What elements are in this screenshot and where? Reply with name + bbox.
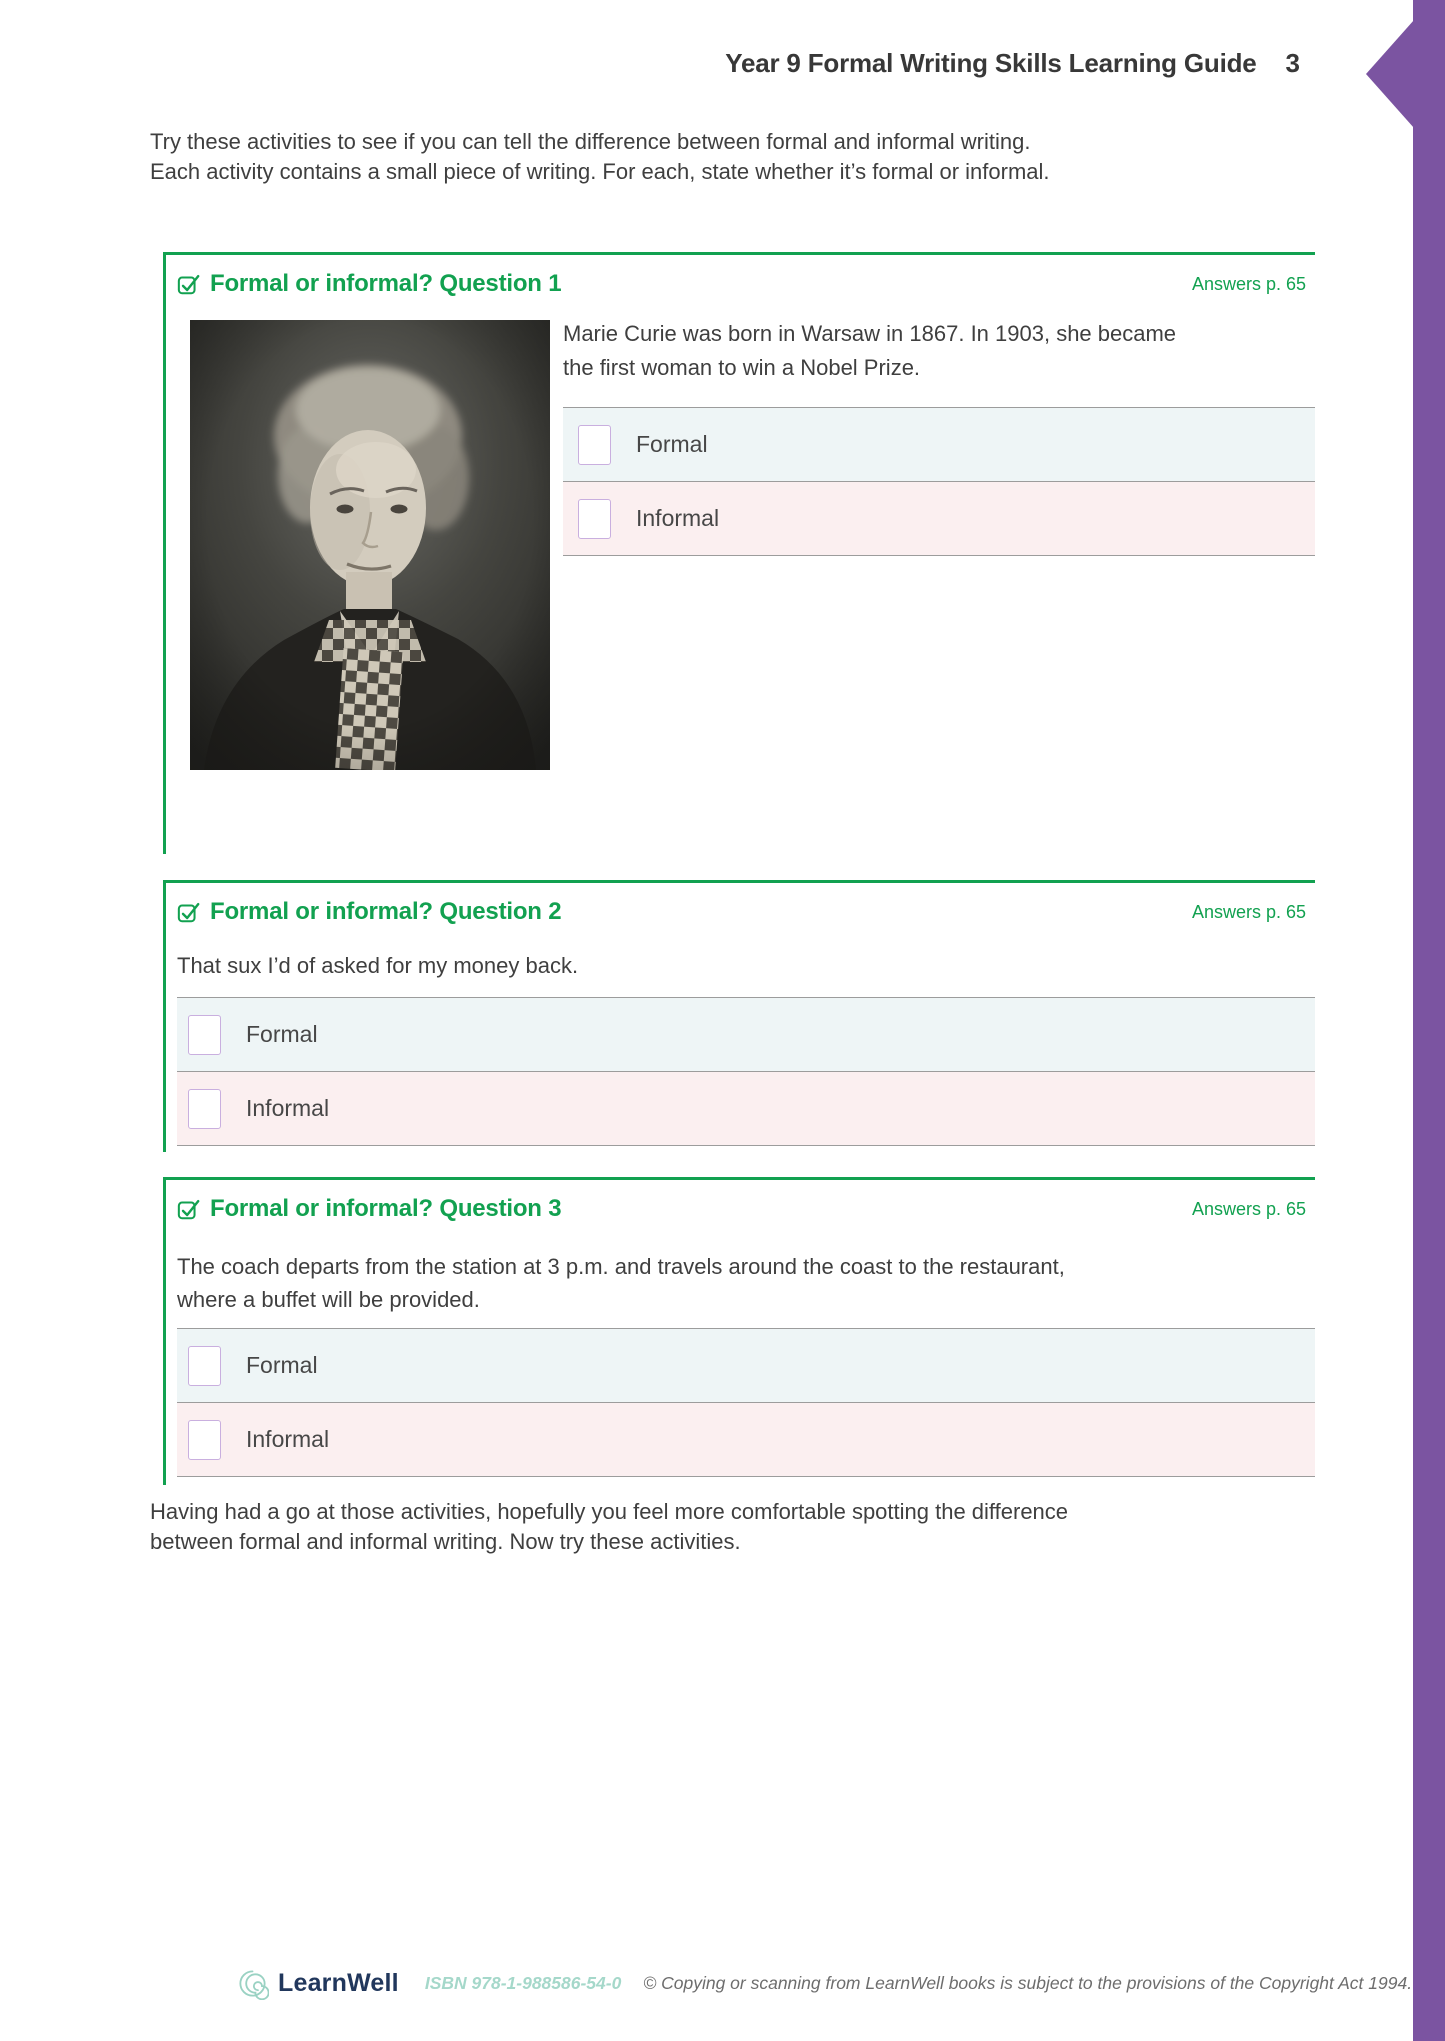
choice-list: [177, 1328, 1315, 1477]
question-title: Formal or informal? Question 1: [210, 270, 562, 297]
choice-row-informal[interactable]: [177, 1403, 1315, 1477]
formal-checkbox[interactable]: [188, 1346, 221, 1386]
choice-row-formal[interactable]: [563, 408, 1315, 482]
choice-label: Informal: [246, 1426, 330, 1452]
page-footer: [236, 1964, 1412, 2002]
closing-paragraph: [150, 1497, 1320, 1557]
choice-row-formal[interactable]: [177, 998, 1315, 1072]
informal-checkbox[interactable]: [188, 1420, 221, 1460]
page-edge-arrow-icon: [1366, 20, 1414, 128]
question-2-box: [163, 880, 1315, 1152]
marie-curie-photo: [190, 320, 550, 770]
question-text-line: the first woman to win a Nobel Prize.: [563, 355, 921, 380]
choice-row-informal[interactable]: [563, 482, 1315, 556]
question-1-header: [177, 270, 1306, 298]
question-text: [177, 1250, 1065, 1316]
question-text: [563, 317, 1315, 385]
page-title: Year 9 Formal Writing Skills Learning Guide: [725, 48, 1257, 78]
informal-checkbox[interactable]: [578, 499, 611, 539]
copyright-text: © Copying or scanning from LearnWell books is subject to the provisions of the Copyright Act 1994.: [643, 1972, 1413, 1993]
question-title: Formal or informal? Question 2: [210, 898, 562, 925]
checkbox-check-icon: [177, 272, 201, 296]
question-text: [177, 949, 578, 982]
question-text-line: where a buffet will be provided.: [177, 1287, 480, 1312]
question-3-box: [163, 1177, 1315, 1485]
question-1-box: [163, 252, 1315, 854]
intro-line: Try these activities to see if you can tell the difference between formal and informal writing.: [150, 129, 1031, 154]
page-edge-ribbon: [1413, 0, 1445, 2041]
closing-line: between formal and informal writing. Now try these activities.: [150, 1529, 741, 1554]
choice-label: Formal: [246, 1021, 318, 1047]
choice-row-formal[interactable]: [177, 1329, 1315, 1403]
choice-row-informal[interactable]: [177, 1072, 1315, 1146]
choice-label: Informal: [246, 1095, 330, 1121]
answers-page-link[interactable]: Answers p. 65: [1191, 274, 1306, 294]
formal-checkbox[interactable]: [578, 425, 611, 465]
question-text-line: That sux I’d of asked for my money back.: [177, 953, 579, 978]
informal-checkbox[interactable]: [188, 1089, 221, 1129]
choice-list: [563, 407, 1315, 556]
question-1-content: [563, 317, 1315, 556]
choice-label: Formal: [636, 431, 708, 457]
intro-paragraph: [150, 127, 1320, 187]
choice-label: Formal: [246, 1352, 318, 1378]
question-3-header: [177, 1195, 1306, 1223]
choice-label: Informal: [636, 505, 720, 531]
intro-line: Each activity contains a small piece of writing. For each, state whether it’s formal or informal.: [150, 159, 1050, 184]
checkbox-check-icon: [177, 900, 201, 924]
question-2-header: [177, 898, 1306, 926]
question-title: Formal or informal? Question 3: [210, 1195, 562, 1222]
learnwell-logo-icon: [236, 1967, 269, 2000]
answers-page-link[interactable]: Answers p. 65: [1191, 902, 1306, 922]
formal-checkbox[interactable]: [188, 1015, 221, 1055]
isbn-text: ISBN 978-1-988586-54-0: [424, 1972, 622, 1993]
question-text-line: The coach departs from the station at 3 p.m. and travels around the coast to the restaurant,: [177, 1254, 1065, 1279]
answers-page-link[interactable]: Answers p. 65: [1191, 1199, 1306, 1219]
choice-list: [177, 997, 1315, 1146]
page-header: [725, 48, 1300, 79]
question-text-line: Marie Curie was born in Warsaw in 1867. In 1903, she became: [563, 321, 1177, 346]
checkbox-check-icon: [177, 1197, 201, 1221]
page-number: 3: [1285, 48, 1300, 78]
closing-line: Having had a go at those activities, hopefully you feel more comfortable spotting the difference: [150, 1499, 1069, 1524]
learnwell-wordmark: LearnWell: [278, 1968, 399, 1997]
